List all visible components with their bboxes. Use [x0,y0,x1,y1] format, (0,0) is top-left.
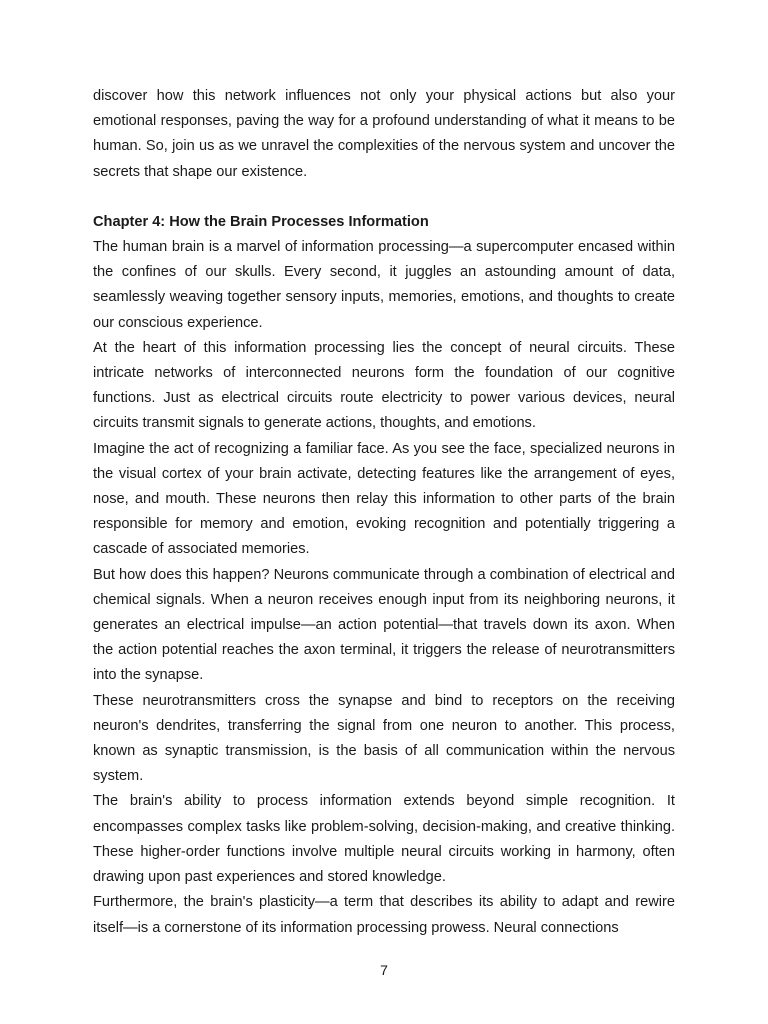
body-paragraph: The human brain is a marvel of information processing—a supercomputer encased within the confines of our skulls. Every second, it juggles an astounding amount of data, seamlessly weaving together sensory inputs, memories, emotions, and thoughts to create our conscious experience. [93,239,675,331]
body-paragraph: Furthermore, the brain's plasticity—a term that describes its ability to adapt and rewire itself—is a cornerstone of its information processing prowess. Neural connections [93,894,675,936]
body-paragraph: These neurotransmitters cross the synapse and bind to receptors on the receiving neuron's dendrites, transferring the signal from one neuron to another. This process, known as synaptic transmission, is the basis of all communication within the nervous system. [93,692,675,785]
intro-paragraph: discover how this network influences not only your physical actions but also your emotional responses, paving the way for a profound understanding of what it means to be human. So, join us as we unravel the complexities of the nervous system and uncover the secrets that shape our existence. [93,88,675,180]
page-body [93,84,675,941]
page-number: 7 [380,962,388,978]
body-paragraph: Imagine the act of recognizing a familiar face. As you see the face, specialized neurons in the visual cortex of your brain activate, detecting features like the arrangement of eyes, nose, and mouth. These neurons then relay this information to other parts of the brain responsible for memory and emotion, evoking recognition and potentially triggering a cascade of associated memories. [93,440,675,558]
body-paragraph: At the heart of this information processing lies the concept of neural circuits. These intricate networks of interconnected neurons form the foundation of our cognitive functions. Just as electrical circuits route electricity to power various devices, neural circuits transmit signals to generate actions, thoughts, and emotions. [93,339,675,432]
body-paragraph: The brain's ability to process information extends beyond simple recognition. It encompasses complex tasks like problem-solving, decision-making, and creative thinking. These higher-order functions involve multiple neural circuits working in harmony, often drawing upon past experiences and stored knowledge. [93,793,675,886]
body-paragraph: But how does this happen? Neurons communicate through a combination of electrical and chemical signals. When a neuron receives enough input from its neighboring neurons, it generates an electrical impulse—an action potential—that travels down its axon. When the action potential reaches the axon terminal, it triggers the release of neurotransmitters into the synapse. [93,566,675,684]
chapter-heading: Chapter 4: How the Brain Processes Information [93,213,429,230]
